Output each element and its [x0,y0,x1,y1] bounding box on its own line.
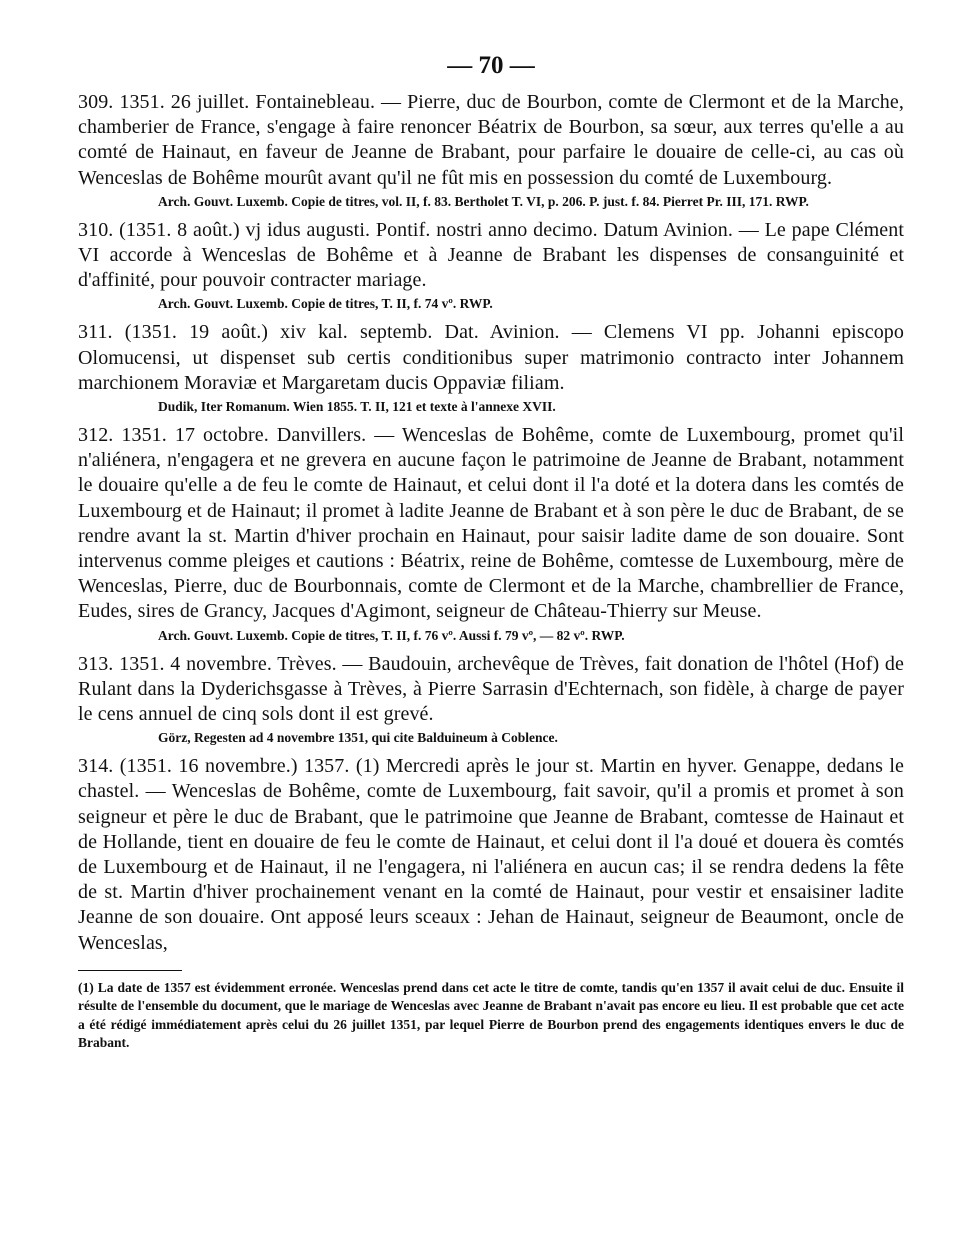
footnote-divider [78,970,182,971]
entry-source: Görz, Regesten ad 4 novembre 1351, qui cite Balduineum à Coblence. [158,730,558,746]
entry-text: 309. 1351. 26 juillet. Fontainebleau. — Pierre, duc de Bourbon, comte de Clermont et de la Marche, chamberier de France, s'engage à faire renoncer Béatrix de Bourbon, sa sœur, aux terres qu'elle a au comté de Hainaut, en faveur de Jeanne de Brabant, pour parfaire le douaire de celle-ci, au cas où Wenceslas de Bohême mourût avant qu'il ne fût mis en possession du comté de Luxembourg. [78,91,904,189]
entry-text: 314. (1351. 16 novembre.) 1357. (1) Mercredi après le jour st. Martin en hyver. Genappe, dedans le chastel. — Wenceslas de Bohême, comte de Luxembourg, fait savoir, qu'il a promis et promet à son seigneur et père le duc de Brabant, que le patrimoine que Jeanne de Brabant, comtesse de Hainaut et de Hollande, tient en douaire de feu le comte de Hainaut, et celui dont il l'a doué et douera ès comtés de Luxembourg et de Hainaut, il ne l'engagera, ni l'aliénera en aucun cas; il se rendra dedens la fête de st. Martin d'hiver prochainement venant en la comté de Hainaut, pour vestir et ensaisiner ladite Jeanne de son douaire. Ont apposé leurs sceaux : Jehan de Hainaut, seigneur de Beaumont, oncle de Wenceslas, [78,755,904,954]
entry-309 [78,90,904,210]
entry-311 [78,320,904,415]
entry-313 [78,652,904,747]
entry-source: Arch. Gouvt. Luxemb. Copie de titres, T. II, f. 76 vº. Aussi f. 79 vº, — 82 vº. RWP. [158,627,625,643]
footnote: (1) La date de 1357 est évidemment erronée. Wenceslas prend dans cet acte le titre de comte, tandis qu'en 1357 il avait celui de duc. Ensuite il résulte de l'ensemble du document, que le mariage de Wenceslas avec Jeanne de Brabant n'avait pas encore eu lieu. Il est probable que cet acte a été rédigé immédiatement après celui du 26 juillet 1351, par lequel Pierre de Bourbon prend des engagements identiques envers le duc de Brabant. [78,979,904,1051]
entry-314 [78,754,904,956]
entry-text: 312. 1351. 17 octobre. Danvillers. — Wenceslas de Bohême, comte de Luxembourg, promet qu'il n'aliénera, n'engagera et ne grevera en aucune façon le patrimoine de Jeanne de Brabant, notamment le douaire qu'elle a de feu le comte de Hainaut, et celui dont il l'a doté et la dotera dans les comtés de Luxembourg et de Hainaut; il promet à ladite Jeanne de Brabant et à son père le duc de Brabant, de se rendre avant la st. Martin d'hiver prochain en Hainaut, pour saisir ladite dame de son douaire. Sont intervenus comme pleiges et cautions : Béatrix, reine de Bohême, comtesse de Luxembourg, mère de Wenceslas, Pierre, duc de Bourbonnais, comte de Clermont et de la Marche, chambrellier de France, Eudes, sires de Grancy, Jacques d'Agimont, seigneur de Château-Thierry sur Meuse. [78,424,904,623]
entry-text: 310. (1351. 8 août.) vj idus augusti. Pontif. nostri anno decimo. Datum Avinion. — Le pape Clément VI accorde à Wenceslas de Bohême et à Jeanne de Brabant les dispenses de consanguinité et d'affinité, pour pouvoir contracter mariage. [78,218,904,292]
entry-text: 311. (1351. 19 août.) xiv kal. septemb. Dat. Avinion. — Clemens VI pp. Johanni episcopo Olomucensi, ut dispenset sub certis conditionibus super matrimonio contracto inter Johannem marchionem Moraviæ et Margaretam ducis Oppaviæ filiam. [78,321,904,394]
document-page [78,48,904,1053]
entry-source: Arch. Gouvt. Luxemb. Copie de titres, T. II, f. 74 vº. RWP. [158,296,493,312]
entry-source: Arch. Gouvt. Luxemb. Copie de titres, vol. II, f. 83. Bertholet T. VI, p. 206. P. just. f. 84. Pierret Pr. III, 171. RWP. [158,193,809,209]
entry-source: Dudik, Iter Romanum. Wien 1855. T. II, 121 et texte à l'annexe XVII. [158,399,556,415]
page-number: — 70 — [447,52,535,79]
entry-text: 313. 1351. 4 novembre. Trèves. — Baudouin, archevêque de Trèves, fait donation de l'hôtel (Hof) de Rulant dans la Dyderichsgasse à Trèves, à Pierre Sarrasin d'Echternach, son fidèle, à charge de payer le cens annuel de cinq sols dont il est grevé. [78,652,904,726]
entry-312 [78,423,904,644]
entry-310 [78,218,904,313]
